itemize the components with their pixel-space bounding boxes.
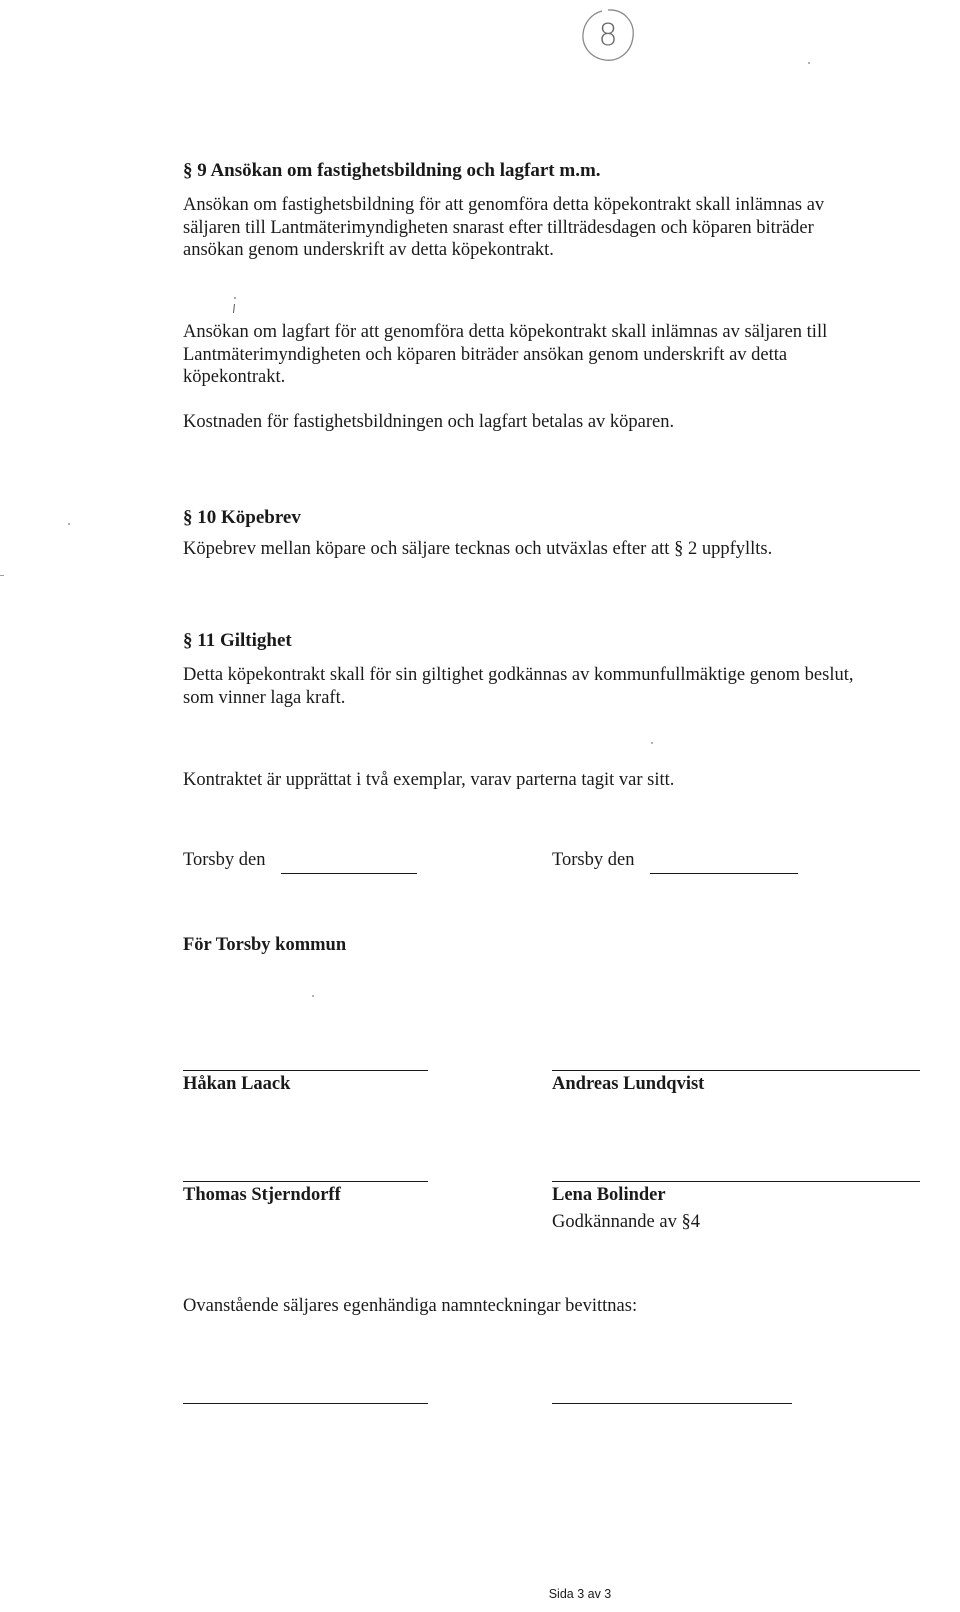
text-line: Detta köpekontrakt skall för sin giltighet godkännas av kommunfullmäktige genom beslut, xyxy=(183,665,854,685)
scan-speck xyxy=(808,62,810,64)
date-line-left xyxy=(281,873,417,874)
place-date-left-label: Torsby den xyxy=(183,850,266,870)
stamp-number: 8 xyxy=(598,18,618,53)
place-date-right-label: Torsby den xyxy=(552,850,635,870)
signature-line-left-1 xyxy=(183,1070,428,1071)
text-line: ansökan genom underskrift av detta köpekontrakt. xyxy=(183,240,554,260)
text-line: köpekontrakt. xyxy=(183,367,286,387)
section-9-heading: § 9 Ansökan om fastighetsbildning och lagfart m.m. xyxy=(183,160,601,181)
section-10-text: Köpebrev mellan köpare och säljare tecknas och utväxlas efter att § 2 uppfyllts. xyxy=(183,539,773,559)
text-line: Lantmäterimyndigheten och köparen biträder ansökan genom underskrift av detta xyxy=(183,344,788,365)
section-9-paragraph-2 xyxy=(183,321,923,389)
text-line: Ansökan om fastighetsbildning för att genomföra detta köpekontrakt skall inlämnas av xyxy=(183,195,825,215)
signature-line-left-2 xyxy=(183,1181,428,1182)
signatory-name-right-2: Lena Bolinder xyxy=(552,1185,666,1205)
scan-speck xyxy=(0,575,4,576)
date-line-right xyxy=(650,873,798,874)
copies-statement: Kontraktet är upprättat i två exemplar, varav parterna tagit var sitt. xyxy=(183,770,675,790)
witness-signature-line-right xyxy=(552,1403,792,1404)
signatory-name-left-2: Thomas Stjerndorff xyxy=(183,1185,341,1205)
section-9-paragraph-3: Kostnaden för fastighetsbildningen och lagfart betalas av köparen. xyxy=(183,412,675,432)
section-11-text xyxy=(183,664,943,709)
page-number-stamp xyxy=(578,4,638,66)
scan-speck xyxy=(651,742,653,744)
signatory-name-right-1: Andreas Lundqvist xyxy=(552,1074,705,1094)
scan-speck xyxy=(68,523,70,525)
page-footer: Sida 3 av 3 xyxy=(548,1587,612,1601)
signature-line-right-1 xyxy=(552,1070,920,1071)
witness-signature-line-left xyxy=(183,1403,428,1404)
section-11-heading: § 11 Giltighet xyxy=(183,630,292,651)
text-line: som vinner laga kraft. xyxy=(183,687,346,708)
text-line: säljaren till Lantmäterimyndigheten snarast efter tillträdesdagen och köparen biträder xyxy=(183,217,814,238)
section-10-heading: § 10 Köpebrev xyxy=(183,507,301,528)
witness-statement: Ovanstående säljares egenhändiga namnteckningar bevittnas: xyxy=(183,1296,638,1316)
scan-speck xyxy=(312,995,314,997)
signatory-name-left-1: Håkan Laack xyxy=(183,1074,291,1094)
party-label: För Torsby kommun xyxy=(183,935,347,955)
signature-line-right-2 xyxy=(552,1181,920,1182)
pen-mark xyxy=(232,296,238,316)
section-9-paragraph-1 xyxy=(183,194,923,262)
approval-note: Godkännande av §4 xyxy=(552,1212,700,1232)
text-line: Ansökan om lagfart för att genomföra detta köpekontrakt skall inlämnas av säljaren till xyxy=(183,322,828,342)
